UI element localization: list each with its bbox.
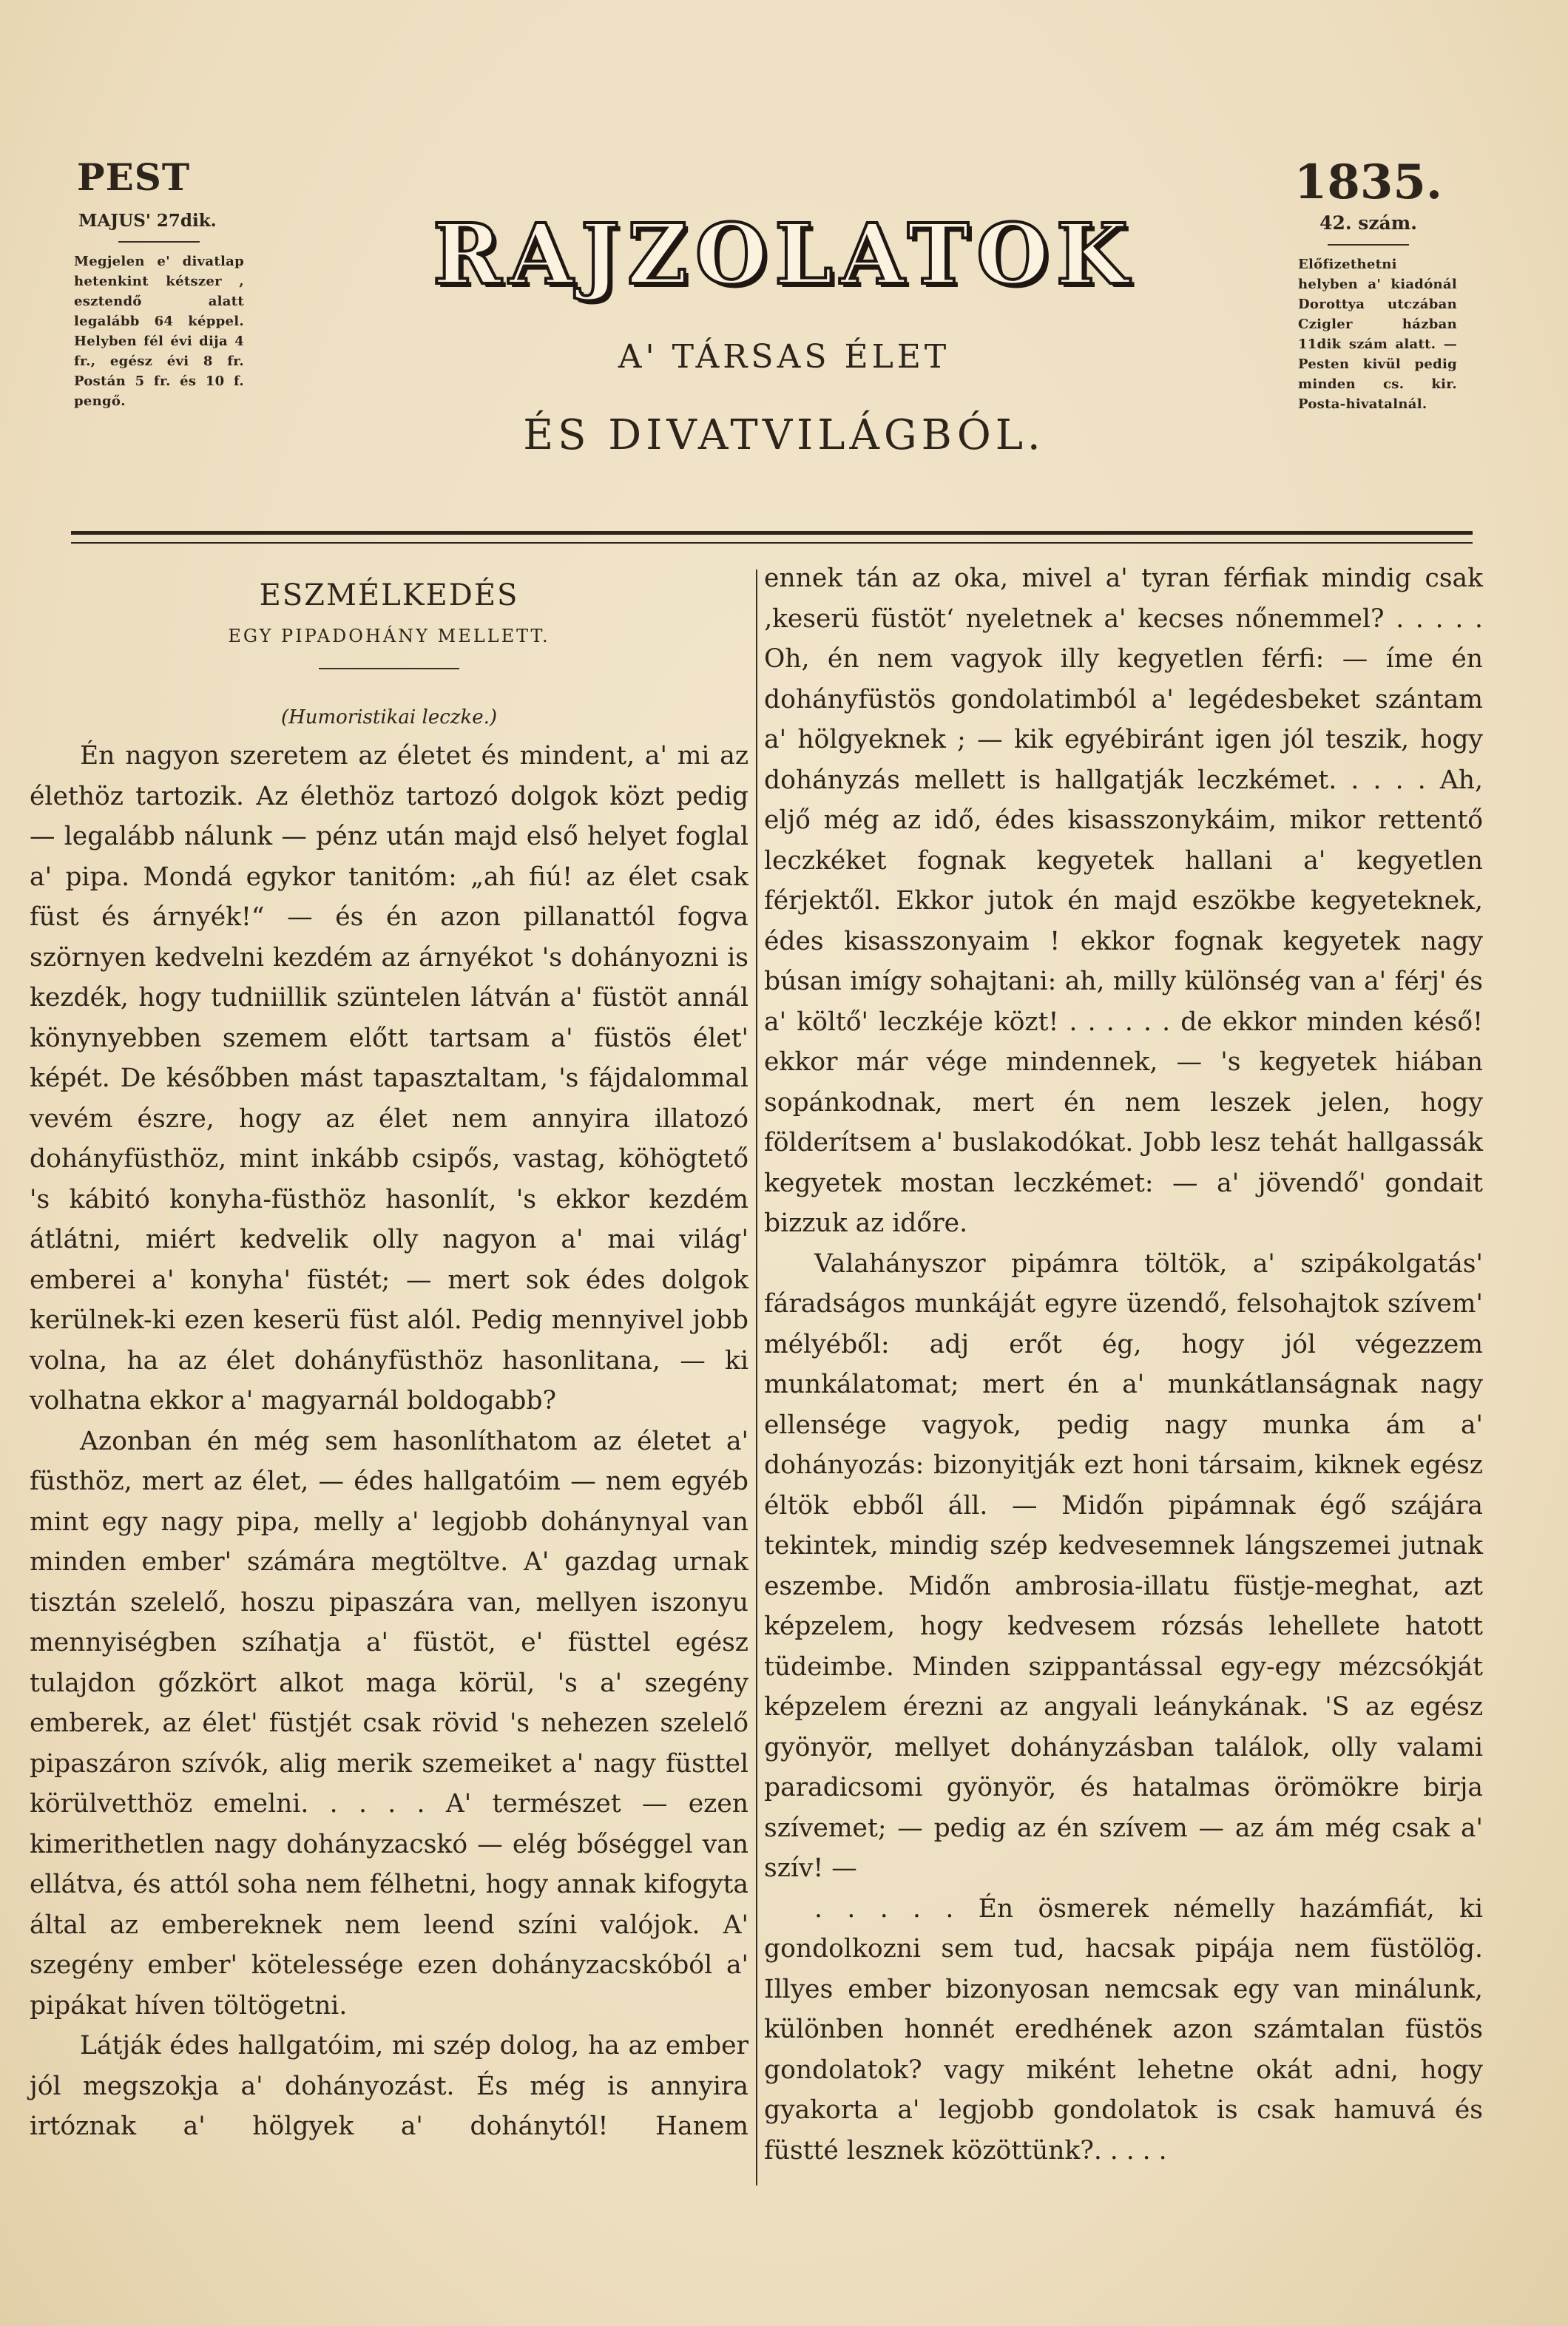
paragraph: Valahányszor pipámra töltök, a' szipákolgatás' fáradságos munkáját egyre üzendő, felsohajtok szívem' mélyéből: adj erőt ég, hogy jól végezzem munkálatomat; mert én a' munkátlanságnak nagy ellensége vagyok, pedig nagy munka ám a' dohányozás: bizonyitják ezt honi társaim, kiknek egész éltök ebből áll. — Midőn pipámnak égő szájára tekintek, mindig szép kedvesemnek lángszemei jutnak eszembe. Midőn ambrosia-illatu füstje-meghat, azt képzelem, hogy kedvesem rózsás lehellete hatott tüdeimbe. Minden szippantással egy-egy mézcsókját képzelem érezni az angyali leánykának. 'S az egész gyönyör, mellyet dohányzásban találok, olly valami paradicsomi gyönyör, és hatalmas örömökre birja szívemet; — pedig az én szívem — az ám még csak a' szív! — [764, 1248, 1483, 1883]
masthead-title: RAJZOLATOK [432, 206, 1136, 303]
subscription-notice: Megjelen e' divatlap hetenkint kétszer , esztendő alatt legalább 64 képpel. Helyben fél évi dija 4 fr., egész évi 8 fr. Postán 5 fr. és 10 f. pengő. [74, 254, 244, 409]
masthead-subtitle-line1: A' TÁRSAS ÉLET [618, 338, 950, 376]
column-right [764, 558, 1483, 2171]
paragraph: Azonban én még sem hasonlíthatom az életet a' füsthöz, mert az élet, — édes hallgatóim — nem egyéb mint egy nagy pipa, melly a' legjobb dohánynyal van minden ember' számára megtöltve. A' gazdag urnak tisztán szelelő, hoszu pipaszára van, mellyen iszonyu mennyiségben szíhatja a' füstöt, e' füsttel egész tulajdon gőzkört alkot maga körül, 's a' szegény emberek, az élet' füstjét csak rövid 's nehezen szelelő pipaszáron szívók, alig merik szemeiket a' nagy füsttel körülvetthöz emelni. . . . . A' természet — ezen kimerithetlen nagy dohányzacskó — elég bőséggel van ellátva, és attól soha nem félhetni, hogy annak kifogyta által az embereknek nem leend színi valójok. A' szegény ember' kötelessége ezen dohányzacskóból a' pipákat híven töltögetni. [30, 1426, 748, 2021]
place-name: PEST [77, 155, 191, 199]
article-subtitle: EGY PIPADOHÁNY MELLETT. [228, 626, 550, 646]
issue-number: 42. szám. [1319, 212, 1417, 234]
issue-date: MAJUS' 27dik. [78, 211, 217, 231]
paragraph: Én nagyon szeretem az életet és mindent, a' mi az élethöz tartozik. Az élethöz tartozó dolgok közt pedig — legalább nálunk — pénz után majd első helyet foglal a' pipa. Mondá egykor tanitóm: „ah fiú! az élet csak füst és árnyék!“ — és én azon pillanattól fogva szörnyen kedvelni kezdém az árnyékot 's dohányozni is kezdék, hogy tudniillik szüntelen látván a' füstöt annál könynyebben szemem előtt tartsam a' füstös élet' képét. De későbben mást tapasztaltam, 's fájdalommal vevém észre, hogy az élet nem annyira illatozó dohányfüsthöz, mint inkább csipős, vastag, köhögtető 's kábitó konyha-füsthöz hasonlít, 's ekkor kezdém átlátni, miért kedvelik olly nagyon a' mai világ' emberei a' konyha' füstét; — mert sok édes dolgok kerülnek-ki ezen keserü füst alól. Pedig mennyivel jobb volna, ha az élet dohányfüsthöz hasonlitana, — ki volhatna ekkor a' magyarnál boldogabb? [30, 741, 748, 1416]
article-genre: (Humoristikai leczke.) [280, 706, 498, 728]
subscription-address: Előfizethetni helyben a' kiadónál Dorottya utczában Czigler házban 11dik szám alatt. — Pesten kivül pedig minden cs. kir. Posta-hivatalnál. [1298, 257, 1457, 412]
divider [1328, 244, 1409, 246]
issue-year: 1835. [1294, 155, 1443, 210]
article-title: ESZMÉLKEDÉS [259, 578, 519, 612]
header-double-rule [71, 531, 1473, 544]
paragraph: Látják édes hallgatóim, mi szép dolog, ha az ember jól megszokja a' dohányozást. És még is annyira irtóznak a' hölgyek a' dohánytól! Hanem [30, 2031, 748, 2141]
divider [319, 668, 459, 669]
masthead-subtitle-line2: ÉS DIVATVILÁGBÓL. [523, 411, 1045, 459]
header-right [1272, 155, 1464, 414]
column-divider [756, 569, 757, 2185]
paragraph: . . . . . Én ösmerek némelly hazámfiát, ki gondolkozni sem tud, hacsak pipája nem füstölög. Illyes ember bizonyosan nemcsak egy van minálunk, különben honnét eredhének azon számtalan füstös gondolatok? vagy miként lehetne okát adni, hogy gyakorta a' legjobb gondolatok is csak hamuvá és füstté lesznek közöttünk?. . . . . [764, 1893, 1483, 2166]
paragraph: ennek tán az oka, mivel a' tyran férfiak mindig csak ‚keserü füstöt‘ nyeletnek a' kecses nőnemmel? . . . . . Oh, én nem vagyok illy kegyetlen férfi: — íme én dohányfüstös gondolatimból a' legédesbeket szántam a' hölgyeknek ; — kik egyébiránt igen jól teszik, hogy dohányzás mellett is hallgatják leczkémet. . . . . Ah, eljő még az idő, édes kisasszonykáim, mikor rettentő leczkéket fognak kegyetek hallani a' kegyetlen férjektől. Ekkor jutok én majd eszökbe kegyeteknek, édes kisasszonyaim ! ekkor fognak kegyetek nagy búsan imígy sohajtani: ah, milly különség van a' férj' és a' költő' leczkéje közt! . . . . . . de ekkor minden késő! ekkor már vége mindennek, — 's kegyetek hiában sopánkodnak, mert én nem leszek jelen, hogy földerítsem a' buslakodókat. Jobb lesz tehát hallgassák kegyetek mostan leczkémet: — a' jövendő' gondait bizzuk az időre. [764, 564, 1483, 1238]
column-left [30, 558, 748, 2147]
